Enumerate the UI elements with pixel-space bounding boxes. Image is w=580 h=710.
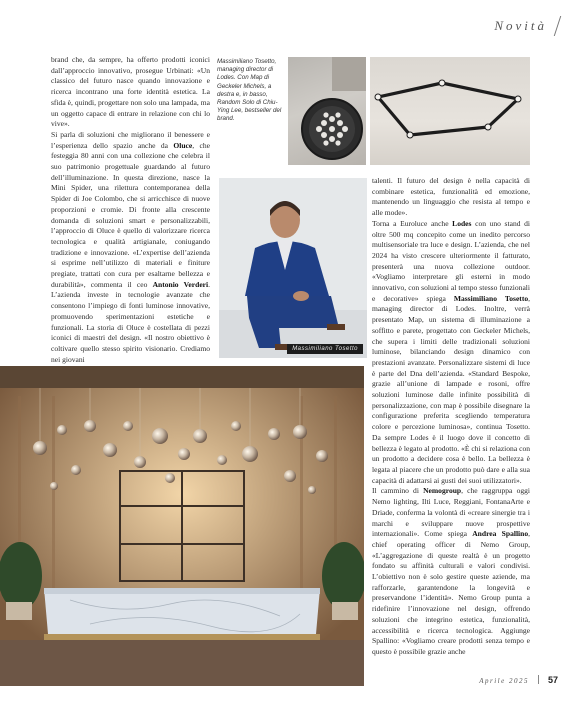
brand-name: Lodes xyxy=(452,218,472,228)
person-name: Massimiliano Tosetto xyxy=(453,293,529,303)
brand-name: Nemogroup xyxy=(423,486,462,496)
section-divider xyxy=(554,16,561,36)
showroom-photo xyxy=(0,366,364,686)
person-name: Antonio Verderi xyxy=(152,279,209,289)
text-run: . L’azienda investe in tecnologie avanzate che consentono l’impiego di fonti luminose innovative, promuovendo sperimentazioni estetiche e funzionali. La storia di Oluce è costellata di pezzi iconici di maestri del design. «Il nostro obiettivo è coltivare quello stesso spirito visionario. Crediamo nei giovani xyxy=(51,279,211,364)
paragraph xyxy=(372,219,530,487)
footer-divider xyxy=(538,675,539,684)
text-run: Si parla di soluzioni che migliorano il benessere e l’esperienza dello spazio anche da xyxy=(51,129,210,150)
page-number: 57 xyxy=(547,675,558,685)
section-label: Novità xyxy=(494,18,547,33)
paragraph xyxy=(51,130,210,365)
paragraph: brand che, da sempre, ha offerto prodotti iconici dall’approccio innovativo, prosegue Urbinati: «Un classico del futuro nasce quando innovazione e ricerca incontrano una forte identità estetica. La sfida è, quindi, progettare non solo una lampada, ma un oggetto capace di entrare in relazione con chi lo vive». xyxy=(51,55,210,129)
text-run: , managing director di Lodes. Inoltre, verrà presentato Map, un sistema di illuminazione a soffitto e parete, progettato con Geckeler Michels, che supera i limiti delle tradizionali soluzioni luminose, bilanciando design dinamico con prestazioni avanzate. Personalizzare sistemi di luce è parte del Dna dell’azienda. «Standard Bespoke, grazie all’unione di lampade e rosoni, offre soluzioni luminose dalle infinite possibilità di personalizzazione, con map è possibile disegnare la configurazione preferita scegliendo temperatura colore e percezione luminosa», continua Tosetto. Da sempre Lodes è il luogo dove il concetto di bellezza è legato al prodotto. «È chi si relaziona con un prodotto a decidere cosa è bello. La bellezza è legata al piacere che un prodotto può dare e alla sua capacità di adattarsi ai gusti dei suoi utilizzatori». xyxy=(372,293,530,485)
left-text-column xyxy=(51,55,210,365)
page-footer xyxy=(479,670,558,688)
text-run: con uno stand di oltre 500 mq concepito come un inedito percorso multisensoriale tra luce e design. L’azienda, che nel 2024 ha visto crescere ulteriormente il fatturato, presenterà una nuova collezione outdoor. «Vogliamo interpretare gli esterni in modo innovativo, con soluzioni al tempo stesso funzionali e decorative» spiega xyxy=(372,218,530,303)
paragraph xyxy=(372,486,530,657)
text-run: , che raggruppa oggi Nemo lighting, Ilti Luce, Reggiani, FontanaArte e Driade, conferma la volontà di «creare sinergie tra i marchi e sviluppare nuove prospettive internazionali». Come spiega xyxy=(372,486,530,539)
paragraph: talenti. Il futuro del design è nella capacità di combinare estetica, funzionalità ed emozione, mantenendo un linguaggio che resista al tempo e alle mode». xyxy=(372,176,530,218)
text-run: , che festeggia 80 anni con una collezione che celebra il suo patrimonio progettuale guardando al futuro dell’illuminazione. In questa direzione, nasce la Mini Spider, una rilettura contemporanea della Spider di Joe Colombo, che si arricchisce di nuove proporzioni e cromie. Di fronte alla crescente domanda di soluzioni smart e personalizzabili, l’approccio di Oluce è quello di valorizzare ricerca tecnologica e qualità artigianale, coniugando tradizione e innovazione. «L’expertise dell’azienda si esprime nell’utilizzo di materiali e finiture pregiate, trattati con cura per esaltarne bellezza e durabilità», commenta il ceo xyxy=(51,140,210,289)
map-lamp-photo xyxy=(370,57,530,165)
right-text-column xyxy=(372,176,530,658)
text-run: Torna a Euroluce anche xyxy=(372,218,453,228)
photo-caption: Massimiliano Tosetto, managing director di Lodes. Con Map di Geckeler Michels, a destra e, in basso, Random Solo di Chiu-Ying Lee, bestseller del brand. xyxy=(217,58,282,123)
portrait-caption: Massimiliano Tosetto xyxy=(287,344,363,354)
chandelier-showroom-illustration xyxy=(0,366,364,686)
brand-name: Oluce xyxy=(173,140,193,150)
spotlight-photo xyxy=(288,57,366,165)
text-run: Il cammino di xyxy=(372,486,424,496)
person-name: Andrea Spallino xyxy=(472,529,529,539)
portrait-photo xyxy=(219,178,367,358)
spotlight-illustration xyxy=(288,57,366,165)
text-run: , chief operating officer di Nemo Group, «L’aggregazione di queste realtà è un progetto fondato su affinità culturali e valori condivisi. L’obiettivo non è solo gestire queste aziende, ma rafforzarle, garantendone la longevità e preservandone l’identità». Nemo Group punta a ridefinire l’innovazione nel design, offrendo soluzioni che integrino estetica, funzionalità, accessibilità e ricerca tecnologica. Aggiunge Spallino: «Vogliamo creare prodotti senza tempo e questo è possibile grazie anche xyxy=(372,529,530,656)
portrait-illustration xyxy=(219,178,367,358)
map-lamp-illustration xyxy=(370,57,530,165)
issue-date: Aprile 2025 xyxy=(479,677,529,685)
